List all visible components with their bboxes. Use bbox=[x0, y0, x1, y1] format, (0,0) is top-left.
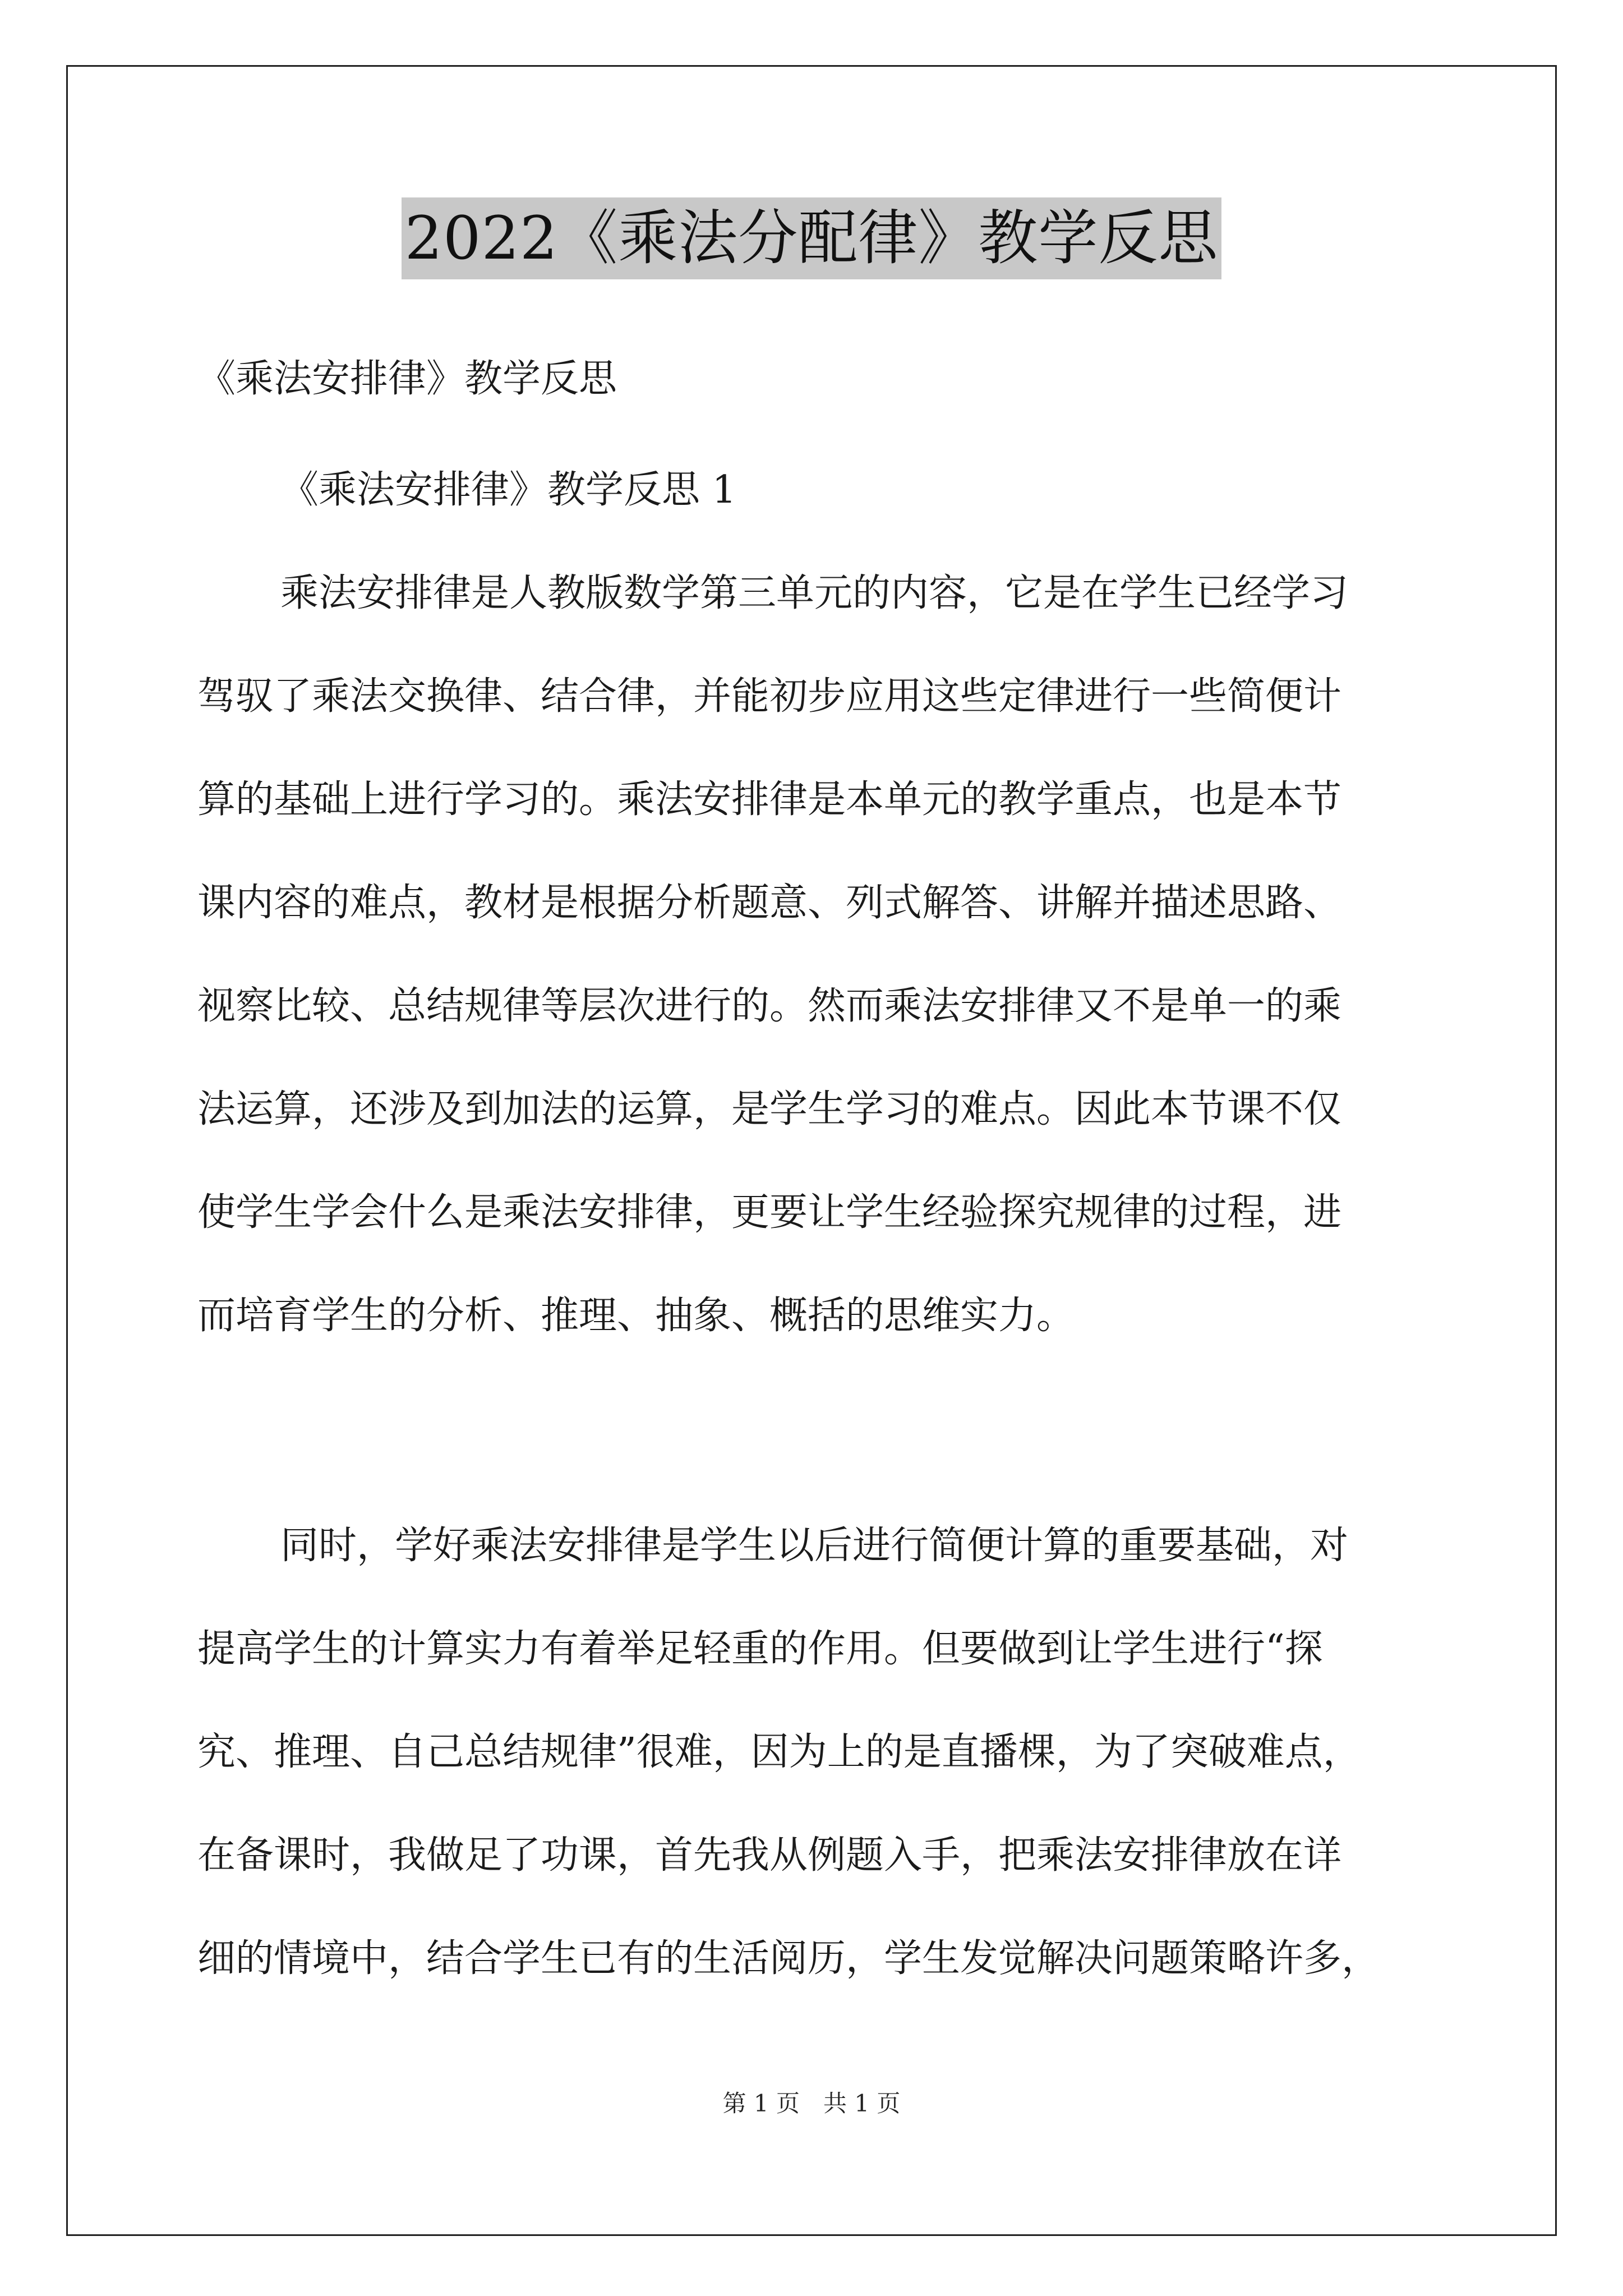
paragraph-line: 在备课时，我做足了功课，首先我从例题入手，把乘法安排律放在详 bbox=[197, 1833, 1342, 1878]
paragraph-line: 法运算，还涉及到加法的运算，是学生学习的难点。因此本节课不仅 bbox=[197, 1087, 1342, 1131]
paragraph-line: 课内容的难点，教材是根据分析题意、列式解答、讲解并描述思路、 bbox=[197, 881, 1342, 925]
paragraph-line: 而培育学生的分析、推理、抽象、概括的思维实力。 bbox=[197, 1294, 1075, 1338]
page-footer: 第 1 页 共 1 页 bbox=[722, 2090, 901, 2117]
document-title: 2022《乘法分配律》教学反思 bbox=[402, 197, 1222, 279]
paragraph-line: 究、推理、自己总结规律”很难，因为上的是直播棵，为了突破难点， bbox=[197, 1730, 1361, 1774]
paragraph-line: 算的基础上进行学习的。乘法安排律是本单元的教学重点，也是本节 bbox=[197, 777, 1342, 822]
paragraph-line: 细的情境中，结合学生已有的生活阅历，学生发觉解决问题策略许多， bbox=[197, 1936, 1380, 1981]
paragraph-line: 提高学生的计算实力有着举足轻重的作用。但要做到让学生进行“探 bbox=[197, 1627, 1323, 1671]
paragraph-line: 乘法安排律是人教版数学第三单元的内容，它是在学生已经学习 bbox=[280, 571, 1349, 615]
paragraph-line: 使学生学会什么是乘法安排律，更要让学生经验探究规律的过程，进 bbox=[197, 1190, 1342, 1235]
paragraph-line: 驾驭了乘法交换律、结合律，并能初步应用这些定律进行一些简便计 bbox=[197, 674, 1342, 719]
paragraph-line: 视察比较、总结规律等层次进行的。然而乘法安排律又不是单一的乘 bbox=[197, 984, 1342, 1028]
paragraph-line: 同时，学好乘法安排律是学生以后进行简便计算的重要基础，对 bbox=[280, 1524, 1349, 1568]
section-heading: 《乘法安排律》教学反思 1 bbox=[280, 468, 736, 512]
document-subtitle: 《乘法安排律》教学反思 bbox=[197, 357, 617, 401]
title-container bbox=[0, 197, 1623, 279]
